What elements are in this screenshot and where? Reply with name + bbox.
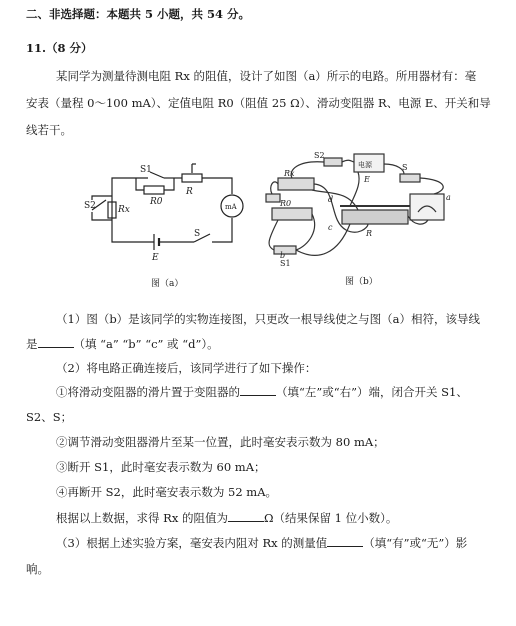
step4-line: ④再断开 S2，此时毫安表示数为 52 mA。 xyxy=(56,485,278,499)
label-b-c: c xyxy=(328,223,333,232)
part3-prefix: （3）根据上述实验方案，毫安表内阻对 Rx 的测量值 xyxy=(56,536,328,550)
calc-suffix: Ω（结果保留 1 位小数）。 xyxy=(263,511,398,525)
part1-suffix: （填 “a” “b” “c” 或 “d”）。 xyxy=(73,337,219,351)
answer-blank-wire[interactable] xyxy=(38,336,74,348)
label-r0: R0 xyxy=(150,197,163,207)
part3-continuation: 响。 xyxy=(26,562,49,576)
figure-a-caption: 图（a） xyxy=(151,279,184,289)
part1-line2 xyxy=(26,336,219,352)
intro-line-2: 安表（量程 0～100 mA）、定值电阻 R0（阻值 25 Ω）、滑动变阻器 R、电源 E、开关和导 xyxy=(26,96,491,110)
label-b-s1: S1 xyxy=(280,259,291,268)
step3-line: ③断开 S1，此时毫安表示数为 60 mA； xyxy=(56,460,266,474)
answer-blank-effect[interactable] xyxy=(327,535,363,547)
label-s2: S2 xyxy=(84,201,96,211)
intro-line-1: 某同学为测量待测电阻 Rx 的阻值，设计了如图（a）所示的电路。所用器材有：毫 xyxy=(56,69,477,83)
question-number: 11.（8 分） xyxy=(26,41,93,55)
part3-line xyxy=(56,535,467,551)
calc-prefix: 根据以上数据，求得 Rx 的阻值为 xyxy=(56,511,228,525)
label-rx: Rx xyxy=(118,205,130,215)
label-r: R xyxy=(186,187,193,197)
label-b-battery: 电源 xyxy=(358,161,372,169)
answer-blank-rx[interactable] xyxy=(228,510,264,522)
step1-continuation: S2、S； xyxy=(26,410,73,424)
part1-line1: （1）图（b）是该同学的实物连接图，只更改一根导线使之与图（a）相符，该导线 xyxy=(56,312,481,326)
label-s: S xyxy=(194,229,201,239)
label-b-e: E xyxy=(364,175,370,184)
figure-b-caption: 图（b） xyxy=(345,277,378,287)
step1-suffix: （填“左”或“右”）端，闭合开关 S1、 xyxy=(276,385,468,399)
label-b-b: b xyxy=(280,251,286,260)
step1-prefix: ①将滑动变阻器的滑片置于变阻器的 xyxy=(56,385,240,399)
intro-line-3: 线若干。 xyxy=(26,123,72,137)
circuit-diagram-a xyxy=(84,160,254,270)
label-b-a: a xyxy=(446,193,451,202)
label-b-r: R xyxy=(366,229,373,238)
label-b-s2: S2 xyxy=(314,151,325,160)
label-e: E xyxy=(152,253,159,263)
part2-intro: （2）将电路正确连接后，该同学进行了如下操作： xyxy=(56,361,317,375)
wiring-photo-b xyxy=(258,150,458,272)
answer-blank-side[interactable] xyxy=(240,384,276,396)
section-title: 二、非选择题：本题共 5 小题，共 54 分。 xyxy=(26,7,251,21)
label-b-rx: Rx xyxy=(284,169,295,178)
label-b-r0: R0 xyxy=(280,199,292,208)
label-s1: S1 xyxy=(140,165,152,175)
calc-line xyxy=(56,510,397,526)
part3-suffix: （填“有”或“无”）影 xyxy=(363,536,468,550)
step1-line xyxy=(56,384,468,400)
part1-prefix: 是 xyxy=(26,337,38,351)
label-b-d: d xyxy=(328,195,334,204)
label-ma: mA xyxy=(225,203,237,211)
label-b-s: S xyxy=(402,163,408,172)
step2-line: ②调节滑动变阻器滑片至某一位置，此时毫安表示数为 80 mA； xyxy=(56,435,385,449)
